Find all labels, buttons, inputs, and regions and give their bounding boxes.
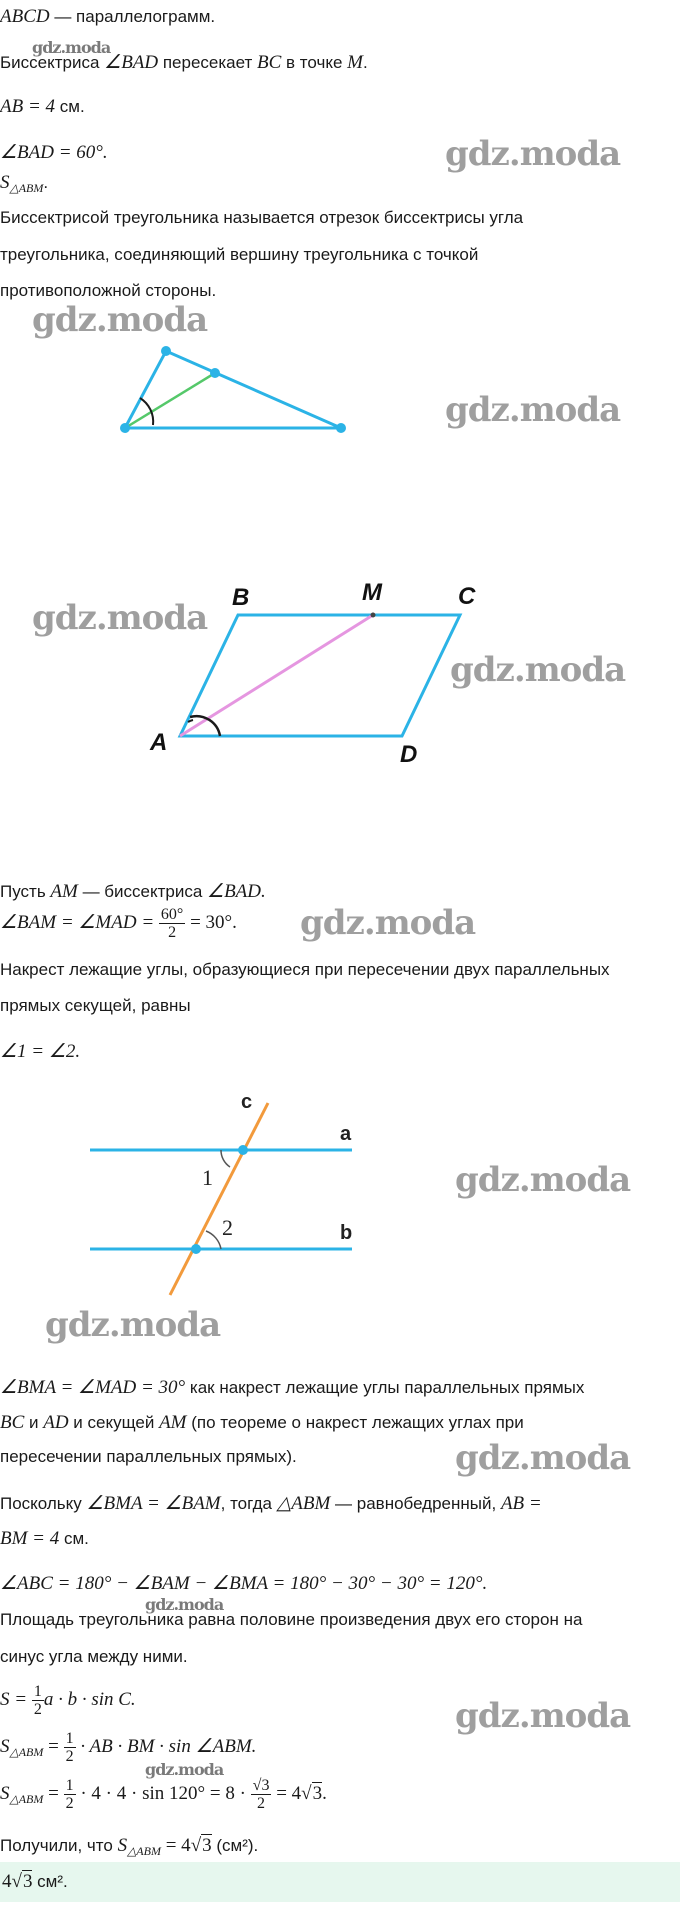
- label-d: D: [400, 741, 418, 768]
- step2-line-2-text-a: и: [24, 1413, 44, 1432]
- fraction-numerator: 1: [65, 1777, 74, 1794]
- given-line-3: [0, 96, 85, 118]
- solution-line-1-text: Пусть: [0, 882, 51, 901]
- fraction-one-half-2: [64, 1730, 76, 1765]
- transversal-c: [170, 1103, 268, 1295]
- given-line-4: [0, 141, 108, 164]
- label-1: 1: [202, 1165, 213, 1190]
- watermark: gdz.moda: [300, 903, 476, 943]
- result-eq: = 4: [160, 1835, 191, 1856]
- result-s: S: [117, 1835, 128, 1856]
- result-unit: (см²).: [211, 1836, 259, 1855]
- solution-line-2: [0, 906, 237, 941]
- math-ab-eq: AB =: [500, 1493, 542, 1514]
- step2-line-6: [0, 1572, 487, 1595]
- result-sub: △ABM: [127, 1844, 161, 1858]
- step2-line-2-text-c: (по теореме о накрест лежащих углах при: [186, 1413, 524, 1432]
- formula-2-eq: =: [43, 1735, 64, 1757]
- math-bc-2: BC: [0, 1412, 25, 1433]
- definition-line-2: треугольника, соединяющий вершину треугольника с точкой: [0, 245, 479, 264]
- fraction-denominator: 2: [257, 1795, 266, 1812]
- fraction-root3-half: [251, 1777, 272, 1812]
- fraction-numerator: 1: [65, 1730, 74, 1747]
- triangle-vertex-right: [336, 423, 346, 433]
- solution-line-3: Накрест лежащие углы, образующиеся при пересечении двух параллельных: [0, 960, 610, 979]
- label-b: B: [232, 584, 250, 611]
- watermark: gdz.moda: [32, 300, 208, 340]
- sqrt-sign: √: [190, 1835, 202, 1856]
- label-2: 2: [222, 1215, 233, 1240]
- solution-line-1-text-2: — биссектриса: [77, 882, 208, 901]
- watermark: gdz.moda: [455, 1696, 631, 1736]
- watermark: gdz.moda: [45, 1305, 221, 1345]
- math-ad: AD: [43, 1412, 69, 1433]
- math-m: M: [347, 52, 363, 73]
- fraction-one-half-3: [64, 1777, 76, 1812]
- point-m: [371, 613, 376, 618]
- formula-2-sub: △ABM: [9, 1744, 44, 1759]
- watermark: gdz.moda: [32, 598, 208, 638]
- math-bc: BC: [257, 52, 282, 73]
- given-line-1: [0, 6, 215, 28]
- fraction-60-2: [159, 906, 185, 941]
- label-c: C: [458, 583, 476, 610]
- watermark: gdz.moda: [145, 1595, 224, 1614]
- math-angle-bad: ∠BAD: [104, 52, 159, 73]
- sqrt-sign: √: [11, 1871, 22, 1892]
- fraction-denominator: 2: [65, 1795, 74, 1812]
- given-line-5: [0, 172, 48, 196]
- watermark: gdz.moda: [32, 38, 111, 57]
- formula-3-sub: △ABM: [9, 1791, 44, 1806]
- result-root: 3: [202, 1835, 212, 1856]
- math-ab-4: AB = 4: [0, 96, 56, 117]
- angle-1-arc: [221, 1150, 230, 1167]
- intersection-b: [191, 1244, 201, 1254]
- fraction-denominator: 2: [33, 1701, 42, 1718]
- answer-root: 3: [22, 1871, 33, 1892]
- label-b-lower: b: [340, 1222, 353, 1244]
- fraction-numerator: 60°: [160, 906, 184, 923]
- math-bma-mad: ∠BMA = ∠MAD = 30°: [0, 1377, 186, 1398]
- step2-line-3: пересечении параллельных прямых).: [0, 1447, 297, 1466]
- sqrt-sign: √: [301, 1782, 312, 1804]
- step2-line-4-text-a: Поскольку: [0, 1494, 87, 1513]
- step2-line-5-text: см.: [59, 1529, 89, 1548]
- given-line-2-text-c: в точке: [281, 53, 348, 72]
- answer-coeff: 4: [2, 1871, 12, 1892]
- math-angle-60: ∠BAD = 60°.: [0, 142, 108, 163]
- step2-line-8: синус угла между ними.: [0, 1647, 188, 1666]
- fraction-denominator: 2: [65, 1748, 74, 1765]
- triangle-bisector-foot: [210, 368, 220, 378]
- step2-line-4-text-b: , тогда: [220, 1494, 277, 1513]
- triangle-shape: [125, 351, 341, 428]
- answer-box: [0, 1862, 680, 1902]
- math-angle-bad-2: ∠BAD.: [207, 881, 266, 902]
- fraction-denominator: 2: [168, 924, 177, 941]
- intersection-a: [238, 1145, 248, 1155]
- definition-line-3: противоположной стороны.: [0, 281, 217, 300]
- formula-line-1: [0, 1683, 136, 1718]
- math-abcd: ABCD: [0, 6, 50, 27]
- given-line-3-text: см.: [55, 97, 85, 116]
- step2-line-5: [0, 1528, 89, 1550]
- math-bma-bam: ∠BMA = ∠BAM: [86, 1493, 221, 1514]
- math-bm-4: BM = 4: [0, 1528, 60, 1549]
- definition-line-1: Биссектрисой треугольника называется отрезок биссектрисы угла: [0, 208, 524, 227]
- answer-line: [2, 1871, 68, 1893]
- triangle-vertex-left: [120, 423, 130, 433]
- math-s-sub: △ABM: [9, 181, 44, 195]
- step2-line-7: Площадь треугольника равна половине произведения двух его сторон на: [0, 1610, 583, 1629]
- step2-line-4: [0, 1492, 542, 1515]
- solution-line-1: [0, 880, 266, 903]
- watermark: gdz.moda: [445, 134, 621, 174]
- triangle-vertex-top: [161, 346, 171, 356]
- formula-3-root: 3: [312, 1782, 323, 1804]
- step2-line-1: [0, 1376, 584, 1399]
- result-line: [0, 1835, 258, 1859]
- formula-2-s: S: [0, 1735, 10, 1757]
- formula-3-eq: =: [43, 1782, 64, 1804]
- label-a: A: [150, 729, 168, 756]
- formula-1-lhs: S =: [0, 1688, 32, 1710]
- answer-unit: см².: [32, 1872, 68, 1891]
- watermark: gdz.moda: [145, 1760, 224, 1779]
- math-am-2: AM: [159, 1412, 187, 1433]
- parallelogram-shape: [180, 615, 460, 736]
- angle-2-arc: [206, 1231, 221, 1249]
- label-m: M: [362, 579, 382, 606]
- fraction-numerator: √3: [252, 1777, 270, 1794]
- fraction-one-half: [32, 1683, 44, 1718]
- fraction-numerator: 1: [33, 1683, 42, 1700]
- formula-1-rhs: a · b · sin C.: [43, 1688, 136, 1710]
- angle-arc: [140, 398, 153, 425]
- watermark: gdz.moda: [445, 390, 621, 430]
- step2-line-1-text: как накрест лежащие углы параллельных прямых: [185, 1378, 585, 1397]
- label-c-lower: c: [241, 1091, 253, 1113]
- step2-line-4-text-c: — равнобедренный,: [330, 1494, 501, 1513]
- label-a-lower: a: [340, 1123, 352, 1145]
- watermark: gdz.moda: [455, 1438, 631, 1478]
- math-am: AM: [50, 881, 78, 902]
- math-30: = 30°.: [185, 911, 237, 933]
- math-angle-abc: ∠ABC = 180° − ∠BAM − ∠BMA = 180° − 30° − 30° = 120°.: [0, 1573, 488, 1594]
- given-line-2-text-d: .: [362, 53, 368, 72]
- given-line-1-text: — параллелограмм.: [49, 7, 216, 26]
- given-line-2-text-b: пересекает: [158, 53, 258, 72]
- result-text: Получили, что: [0, 1836, 118, 1855]
- solution-line-5: [0, 1040, 80, 1063]
- watermark: gdz.moda: [450, 650, 626, 690]
- math-triangle-abm: △ABM: [276, 1493, 331, 1514]
- solution-line-4: прямых секущей, равны: [0, 996, 191, 1015]
- formula-3-s: S: [0, 1782, 10, 1804]
- watermark: gdz.moda: [455, 1160, 631, 1200]
- given-line-2-text-a: Биссектриса: [0, 53, 105, 72]
- step2-line-2-text-b: и секущей: [68, 1413, 160, 1432]
- step2-line-2: [0, 1412, 524, 1434]
- math-bam-mad: ∠BAM = ∠MAD =: [0, 911, 159, 933]
- formula-3-eq2: = 4: [271, 1782, 302, 1804]
- formula-3-mid: · 4 · 4 · sin 120° = 8 ·: [75, 1782, 251, 1804]
- formula-line-3: [0, 1777, 327, 1812]
- math-angle-1-2: ∠1 = ∠2.: [0, 1041, 81, 1062]
- formula-2-rhs: · AB · BM · sin ∠ABM.: [75, 1735, 257, 1757]
- math-s-dot: .: [43, 173, 49, 192]
- formula-3-dot: .: [322, 1782, 327, 1804]
- math-s: S: [0, 172, 10, 193]
